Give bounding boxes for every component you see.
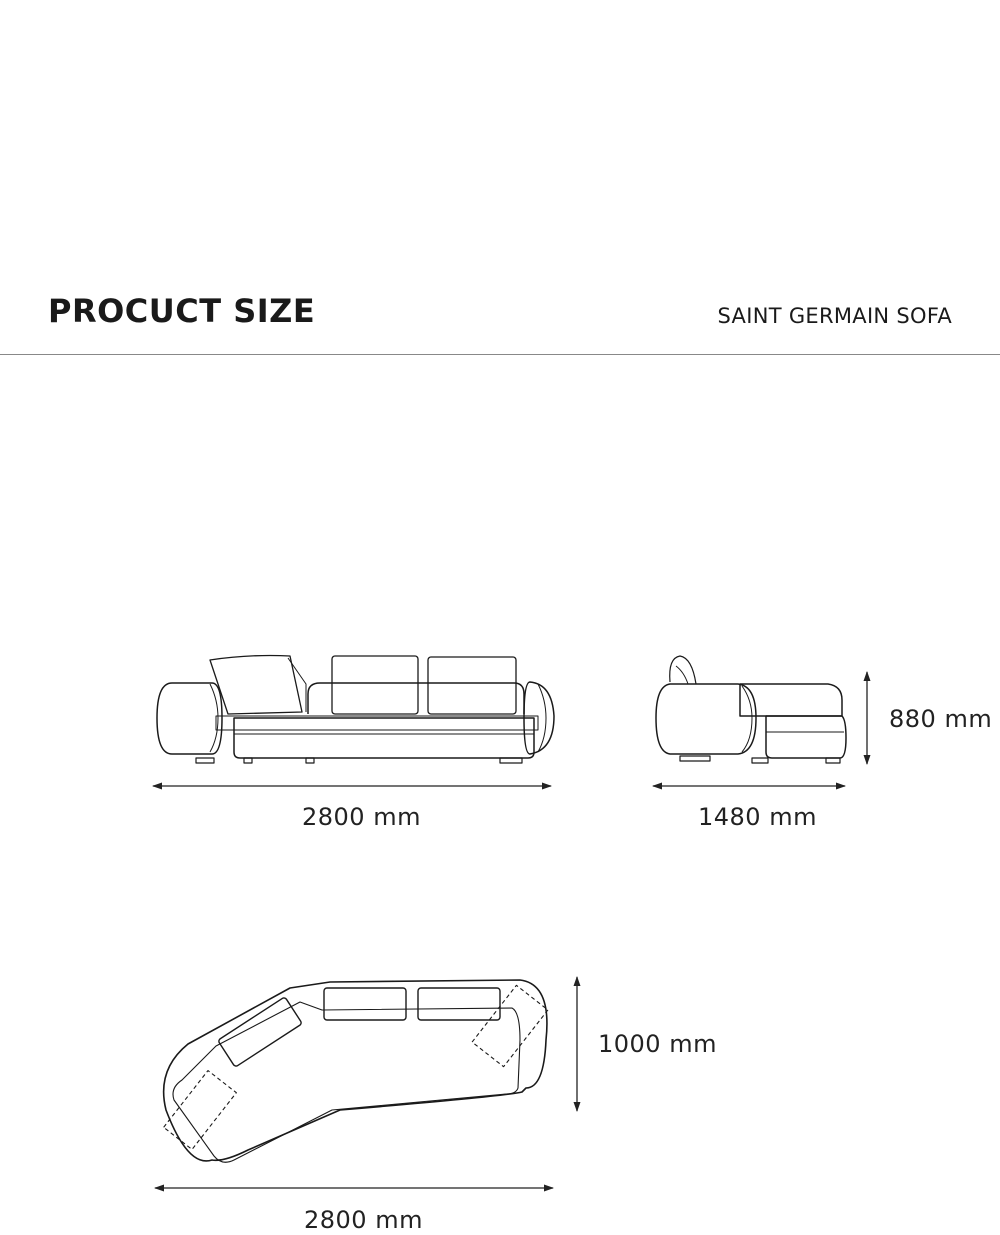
dimension-lines — [153, 672, 867, 1188]
front-base — [234, 718, 534, 758]
top-width-label: 2800 mm — [304, 1206, 423, 1234]
page-title: PROCUCT SIZE — [48, 292, 316, 330]
front-view-drawing — [157, 656, 554, 764]
front-pillow-tilted — [210, 656, 302, 715]
front-pillow-2 — [428, 657, 516, 714]
top-pillow-2 — [418, 988, 500, 1020]
top-pillow-1 — [324, 988, 406, 1020]
top-outer-outline — [164, 980, 547, 1161]
side-view-drawing — [656, 656, 846, 763]
side-depth-label: 1480 mm — [698, 803, 817, 831]
side-height-label: 880 mm — [889, 705, 993, 733]
front-backrest — [308, 683, 524, 714]
front-left-arm — [157, 683, 222, 754]
top-inner-outline — [173, 1002, 520, 1162]
side-arm — [656, 684, 756, 754]
top-depth-label: 1000 mm — [598, 1030, 717, 1058]
front-pillow-1 — [332, 656, 418, 714]
product-name: SAINT GERMAIN SOFA — [717, 304, 952, 328]
top-view-drawing — [164, 980, 548, 1162]
side-base — [766, 716, 846, 758]
front-width-label: 2800 mm — [302, 803, 421, 831]
side-back-cushion — [670, 656, 696, 684]
